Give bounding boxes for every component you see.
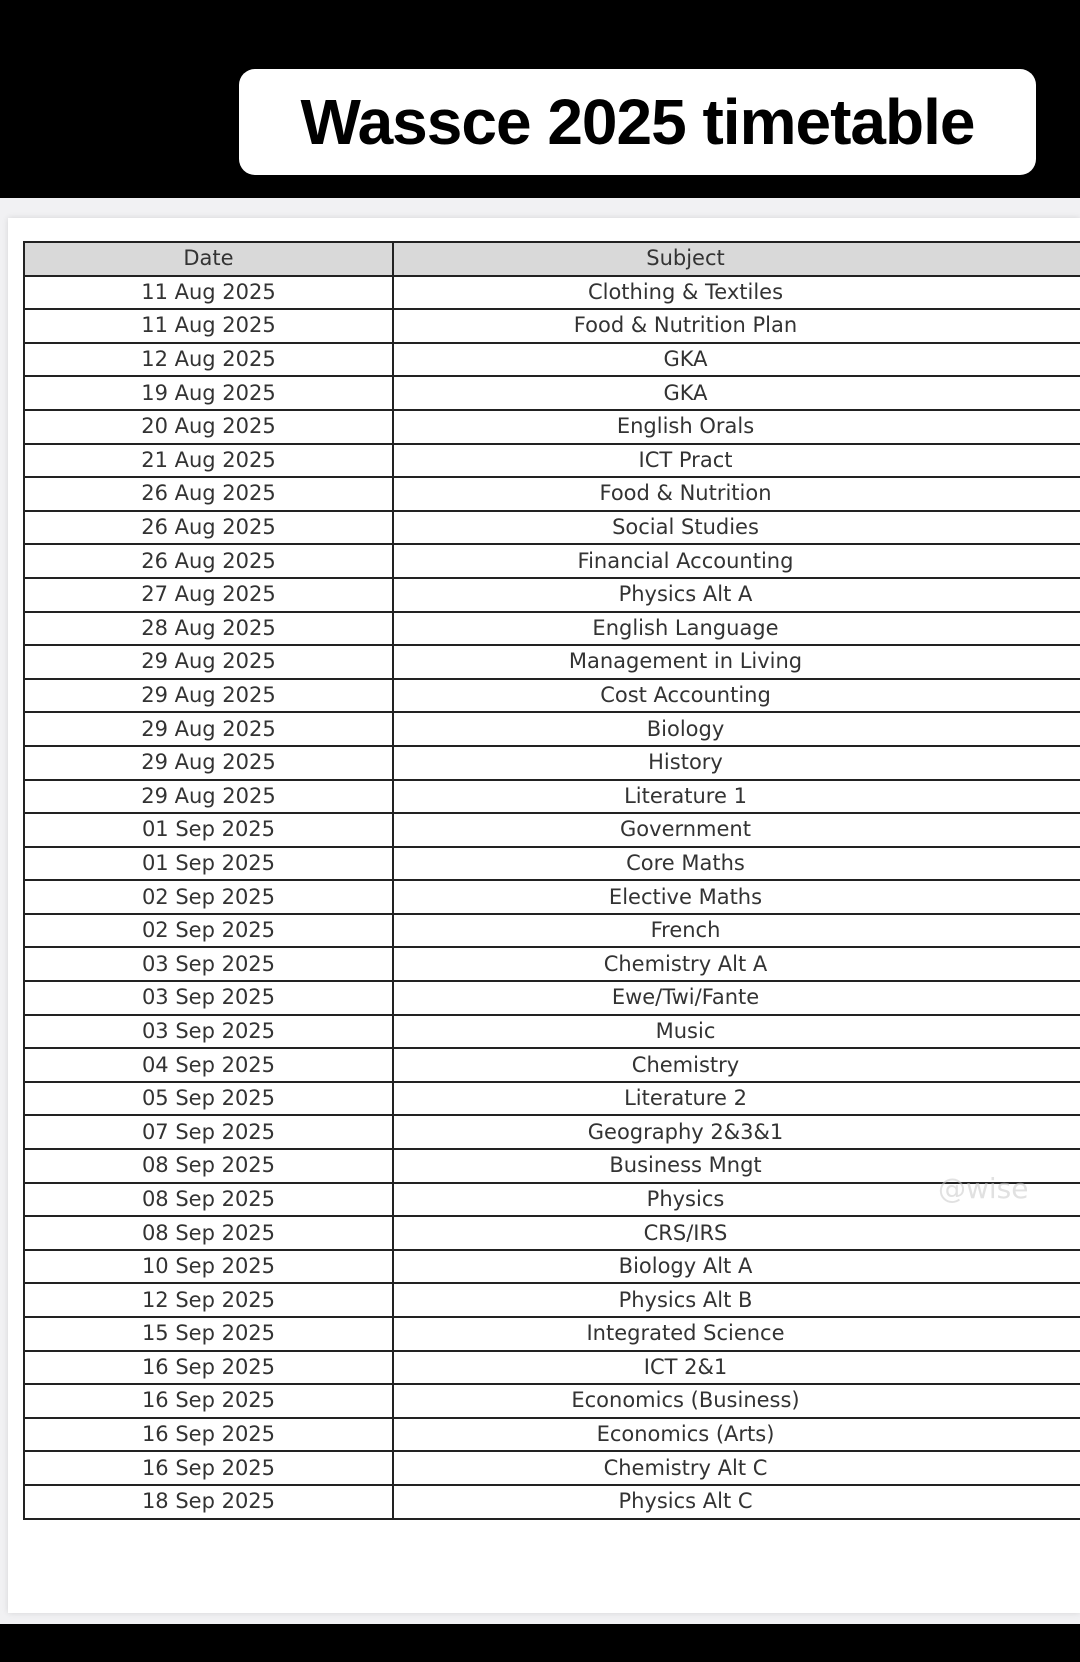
date-cell: 01 Sep 2025 xyxy=(24,813,393,847)
table-row xyxy=(24,1082,1080,1116)
subject-cell: Physics Alt B xyxy=(393,1283,1080,1317)
subject-cell: ICT 2&1 xyxy=(393,1351,1080,1385)
subject-cell: Music xyxy=(393,1015,1080,1049)
table-row xyxy=(24,1216,1080,1250)
subject-cell: Management in Living xyxy=(393,645,1080,679)
table-row xyxy=(24,880,1080,914)
subject-cell: Literature 1 xyxy=(393,780,1080,814)
date-cell: 19 Aug 2025 xyxy=(24,376,393,410)
subject-cell: Financial Accounting xyxy=(393,544,1080,578)
timetable-table xyxy=(23,241,1080,1520)
date-cell: 16 Sep 2025 xyxy=(24,1351,393,1385)
subject-cell: Clothing & Textiles xyxy=(393,276,1080,310)
subject-cell: Geography 2&3&1 xyxy=(393,1115,1080,1149)
table-row xyxy=(24,847,1080,881)
date-cell: 07 Sep 2025 xyxy=(24,1115,393,1149)
table-row xyxy=(24,1015,1080,1049)
table-row xyxy=(24,813,1080,847)
table-body xyxy=(24,276,1080,1519)
table-row xyxy=(24,679,1080,713)
date-cell: 03 Sep 2025 xyxy=(24,1015,393,1049)
date-cell: 03 Sep 2025 xyxy=(24,947,393,981)
header-date: Date xyxy=(24,242,393,276)
tiktok-watermark: @wise xyxy=(938,1172,1029,1205)
table-row xyxy=(24,309,1080,343)
subject-cell: Chemistry Alt C xyxy=(393,1451,1080,1485)
date-cell: 26 Aug 2025 xyxy=(24,477,393,511)
header-subject: Subject xyxy=(393,242,1080,276)
date-cell: 29 Aug 2025 xyxy=(24,679,393,713)
table-row xyxy=(24,578,1080,612)
table-row xyxy=(24,1048,1080,1082)
table-row xyxy=(24,1485,1080,1519)
table-row xyxy=(24,1451,1080,1485)
subject-cell: Integrated Science xyxy=(393,1317,1080,1351)
subject-cell: Core Maths xyxy=(393,847,1080,881)
subject-cell: Biology xyxy=(393,712,1080,746)
date-cell: 03 Sep 2025 xyxy=(24,981,393,1015)
table-row xyxy=(24,1317,1080,1351)
table-row xyxy=(24,1183,1080,1217)
table-row xyxy=(24,376,1080,410)
date-cell: 18 Sep 2025 xyxy=(24,1485,393,1519)
table-row xyxy=(24,981,1080,1015)
table-row xyxy=(24,544,1080,578)
subject-cell: CRS/IRS xyxy=(393,1216,1080,1250)
subject-cell: Physics Alt A xyxy=(393,578,1080,612)
date-cell: 29 Aug 2025 xyxy=(24,712,393,746)
table-row xyxy=(24,780,1080,814)
table-row xyxy=(24,511,1080,545)
subject-cell: Chemistry xyxy=(393,1048,1080,1082)
table-row xyxy=(24,1283,1080,1317)
subject-cell: Business Mngt xyxy=(393,1149,1080,1183)
table-row xyxy=(24,276,1080,310)
date-cell: 11 Aug 2025 xyxy=(24,276,393,310)
table-header-row xyxy=(24,242,1080,276)
date-cell: 29 Aug 2025 xyxy=(24,645,393,679)
date-cell: 16 Sep 2025 xyxy=(24,1418,393,1452)
table-row xyxy=(24,1115,1080,1149)
date-cell: 10 Sep 2025 xyxy=(24,1250,393,1284)
subject-cell: Biology Alt A xyxy=(393,1250,1080,1284)
table-row xyxy=(24,1250,1080,1284)
table-row xyxy=(24,477,1080,511)
date-cell: 26 Aug 2025 xyxy=(24,544,393,578)
date-cell: 26 Aug 2025 xyxy=(24,511,393,545)
subject-cell: GKA xyxy=(393,343,1080,377)
date-cell: 01 Sep 2025 xyxy=(24,847,393,881)
date-cell: 08 Sep 2025 xyxy=(24,1216,393,1250)
date-cell: 29 Aug 2025 xyxy=(24,746,393,780)
subject-cell: Economics (Arts) xyxy=(393,1418,1080,1452)
subject-cell: Cost Accounting xyxy=(393,679,1080,713)
date-cell: 08 Sep 2025 xyxy=(24,1149,393,1183)
subject-cell: Physics xyxy=(393,1183,1080,1217)
date-cell: 28 Aug 2025 xyxy=(24,612,393,646)
date-cell: 21 Aug 2025 xyxy=(24,444,393,478)
table-row xyxy=(24,746,1080,780)
subject-cell: Chemistry Alt A xyxy=(393,947,1080,981)
title-banner xyxy=(239,69,1036,175)
subject-cell: ICT Pract xyxy=(393,444,1080,478)
subject-cell: English Orals xyxy=(393,410,1080,444)
date-cell: 12 Sep 2025 xyxy=(24,1283,393,1317)
subject-cell: Social Studies xyxy=(393,511,1080,545)
date-cell: 27 Aug 2025 xyxy=(24,578,393,612)
table-row xyxy=(24,947,1080,981)
page-title: Wassce 2025 timetable xyxy=(300,86,975,158)
table-row xyxy=(24,914,1080,948)
table-row xyxy=(24,712,1080,746)
subject-cell: Physics Alt C xyxy=(393,1485,1080,1519)
date-cell: 11 Aug 2025 xyxy=(24,309,393,343)
subject-cell: Elective Maths xyxy=(393,880,1080,914)
subject-cell: Government xyxy=(393,813,1080,847)
date-cell: 04 Sep 2025 xyxy=(24,1048,393,1082)
subject-cell: English Language xyxy=(393,612,1080,646)
table-row xyxy=(24,410,1080,444)
subject-cell: Economics (Business) xyxy=(393,1384,1080,1418)
subject-cell: Ewe/Twi/Fante xyxy=(393,981,1080,1015)
table-row xyxy=(24,1384,1080,1418)
subject-cell: Literature 2 xyxy=(393,1082,1080,1116)
date-cell: 20 Aug 2025 xyxy=(24,410,393,444)
date-cell: 12 Aug 2025 xyxy=(24,343,393,377)
table-row xyxy=(24,1418,1080,1452)
date-cell: 02 Sep 2025 xyxy=(24,880,393,914)
table-row xyxy=(24,645,1080,679)
date-cell: 29 Aug 2025 xyxy=(24,780,393,814)
date-cell: 02 Sep 2025 xyxy=(24,914,393,948)
table-row xyxy=(24,1351,1080,1385)
date-cell: 16 Sep 2025 xyxy=(24,1451,393,1485)
table-row xyxy=(24,1149,1080,1183)
subject-cell: History xyxy=(393,746,1080,780)
date-cell: 15 Sep 2025 xyxy=(24,1317,393,1351)
subject-cell: Food & Nutrition xyxy=(393,477,1080,511)
subject-cell: Food & Nutrition Plan xyxy=(393,309,1080,343)
table-row xyxy=(24,343,1080,377)
table-row xyxy=(24,444,1080,478)
date-cell: 16 Sep 2025 xyxy=(24,1384,393,1418)
subject-cell: French xyxy=(393,914,1080,948)
table-row xyxy=(24,612,1080,646)
date-cell: 08 Sep 2025 xyxy=(24,1183,393,1217)
subject-cell: GKA xyxy=(393,376,1080,410)
date-cell: 05 Sep 2025 xyxy=(24,1082,393,1116)
